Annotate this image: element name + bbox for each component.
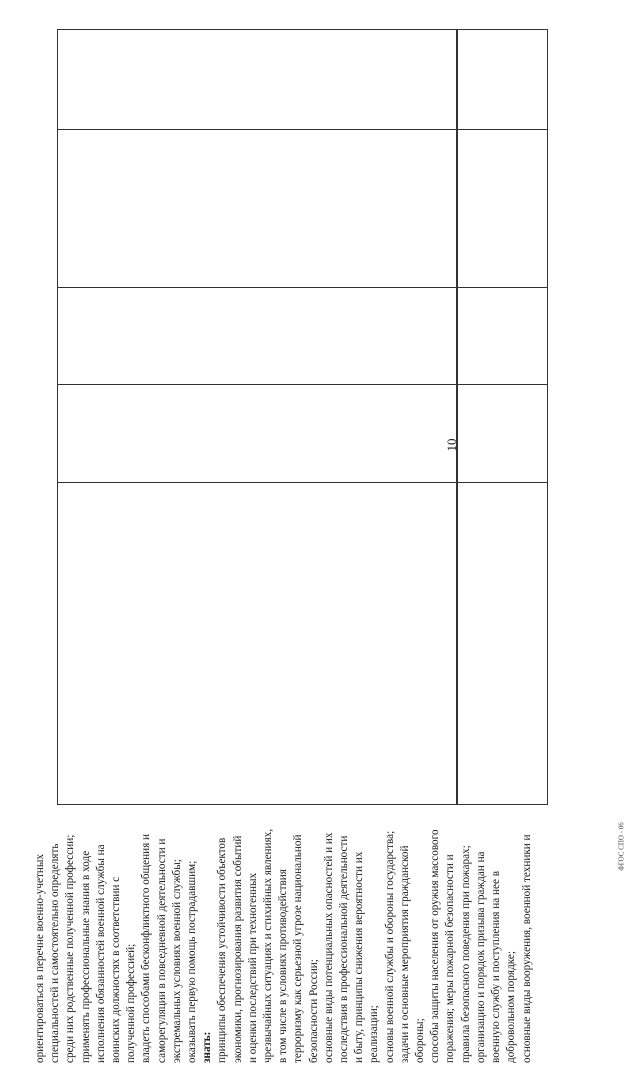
text-line: основные виды вооружения, военной техники и: [520, 834, 533, 1063]
content-cell: [31, 337, 533, 1067]
text-line: способы защиты населения от оружия массового: [429, 829, 442, 1063]
text-line: оказывать первую помощь пострадавшим;: [186, 860, 199, 1063]
text-line: специальностей и самостоятельно определять: [49, 843, 62, 1063]
text-line: основные виды потенциальных опасностей и их: [322, 832, 335, 1063]
text-line: владеть способами бесконфликтного общения и: [140, 833, 153, 1063]
text-line: применять профессиональные знания в ходе: [79, 850, 92, 1063]
footer-code: ФГОС СПО - 06: [617, 822, 626, 871]
text-line: экономики, прогнозирования развития событий: [231, 835, 244, 1063]
text-line: реализации;: [368, 1005, 381, 1063]
text-line: военную службу и поступления на нее в: [490, 870, 503, 1063]
text-line: ориентироваться в перечне военно-учетных: [34, 854, 46, 1063]
section-heading: знать:: [201, 1031, 214, 1063]
text-line: правила безопасного поведения при пожарах;: [459, 845, 472, 1063]
text-line: исполнения обязанностей военной службы на: [94, 844, 107, 1063]
text-line: последствия в профессиональной деятельности: [338, 835, 351, 1063]
text-line: полученной профессией;: [125, 943, 138, 1063]
text-line: терроризму как серьезной угрозе национальной: [292, 834, 305, 1063]
page-number: 10: [444, 438, 459, 452]
text-line: принципы обеспечения устойчивости объектов: [216, 837, 229, 1063]
text-line: и оценки последствий при техногенных: [246, 872, 259, 1063]
text-line: саморегуляции в повседневной деятельности и: [155, 838, 168, 1063]
text-line: добровольном порядке;: [505, 951, 518, 1063]
text-line: в том числе в условиях противодействия: [277, 869, 290, 1063]
row-divider: [57, 129, 548, 130]
text-line: среди них родственные полученной профессии;: [64, 834, 77, 1063]
text-line: экстремальных условиях военной службы;: [170, 859, 183, 1063]
text-line: безопасности России;: [307, 959, 320, 1063]
text-line: чрезвычайных ситуациях и стихийных явлениях,: [262, 828, 275, 1063]
text-line: задачи и основные мероприятия гражданской: [398, 845, 411, 1063]
text-line: поражения; меры пожарной безопасности и: [444, 854, 457, 1063]
text-line: воинских должностях в соответствии с: [110, 876, 123, 1063]
text-line: организацию и порядок призыва граждан на: [474, 851, 487, 1063]
row-divider: [57, 287, 548, 288]
text-line: основы военной службы и обороны государства;: [383, 830, 396, 1063]
text-line: обороны;: [414, 1018, 427, 1063]
text-line: и быту, принципы снижения вероятности их: [353, 851, 366, 1063]
